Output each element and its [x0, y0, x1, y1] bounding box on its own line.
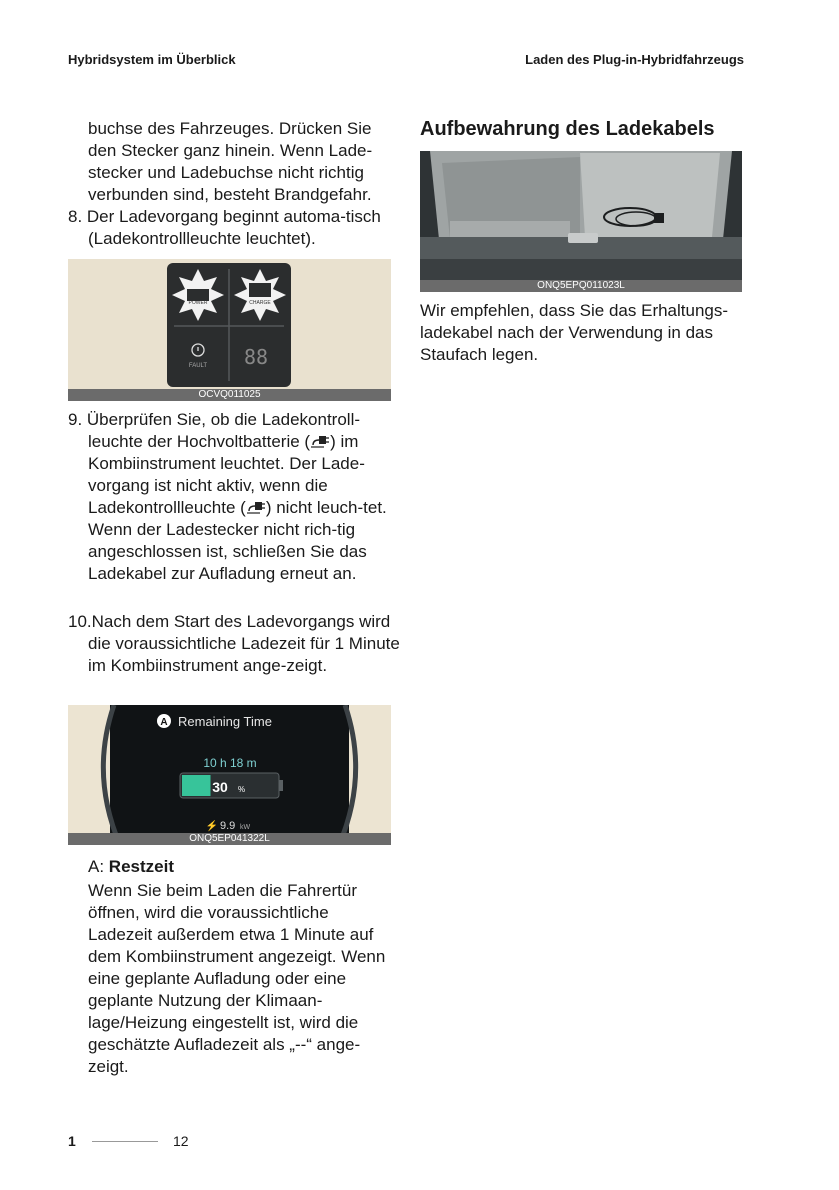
header-right: Laden des Plug-in-Hybridfahrzeugs: [525, 52, 744, 67]
footer-divider: [92, 1141, 158, 1142]
trunk-handle: [568, 233, 598, 243]
battery-fill: [182, 775, 211, 796]
remaining-time-title: Remaining Time: [178, 714, 272, 729]
step-9: 9. Überprüfen Sie, ob die Ladekontroll-leuchte der Hochvoltbatterie ( ) im Kombiinstrument leuchtet. Der Lade-vorgang ist nicht aktiv, wenn die Ladekontrollleuchte ( ) nicht leuch-tet. Wenn der Ladestecker nicht rich-tig angeschlossen ist, schließen Sie das Ladekabel zur Aufladung erneut an.: [68, 410, 387, 583]
battery-percent-unit: %: [238, 785, 246, 794]
charge-indicator-illustration: [68, 259, 391, 401]
section-heading: Aufbewahrung des Ladekabels: [420, 118, 715, 140]
battery-percent: 30: [212, 779, 228, 795]
trunk-illustration: [420, 151, 742, 292]
segment-display: 88: [243, 345, 269, 369]
charging-power-unit: kW: [240, 824, 251, 831]
plug-indicator-icon: [310, 433, 330, 449]
step-10: 10.Nach dem Start des Ladevorgangs wird die voraussichtliche Ladezeit für 1 Minute im Kombiinstrument ange-zeigt.: [68, 612, 400, 675]
remaining-time-value: 10 h 18 m: [203, 756, 257, 770]
storage-paragraph: Wir empfehlen, dass Sie das Erhaltungs-ladekabel nach der Verwendung in das Staufach legen.: [420, 301, 729, 364]
figure-caption: OCVQ011025: [68, 389, 391, 401]
power-label: POWER: [188, 300, 208, 306]
legend-a-description: Wenn Sie beim Laden die Fahrertür öffnen, wird die voraussichtliche Ladezeit außerdem etwa 1 Minute auf dem Kombiinstrument angezeigt. Wenn eine geplante Aufladung oder eine geplante Nutzung der Klimaan-lage/Heizung eingestellt ist, wird die geschätzte Aufladezeit als „--“ ange-zeigt.: [88, 881, 386, 1076]
figure-cable-storage: [420, 151, 742, 292]
figure-caption: ONQ5EP041322L: [68, 833, 391, 845]
charging-power-value: 9.9: [220, 820, 236, 832]
figure-caption: ONQ5EPQ011023L: [420, 280, 742, 292]
figure-remaining-time: [68, 705, 391, 845]
plug-indicator-icon: [246, 499, 266, 515]
chapter-number: 1: [68, 1133, 76, 1149]
paragraph-continued: buchse des Fahrzeuges. Drücken Sie den Stecker ganz hinein. Wenn Lade-stecker und Ladebuchse nicht richtig verbunden sind, besteht Brandgefahr.: [88, 119, 373, 204]
step-8: 8. Der Ladevorgang beginnt automa-tisch (Ladekontrollleuchte leuchtet).: [68, 207, 381, 248]
fault-label: FAULT: [188, 363, 208, 369]
figure-charge-indicator: [68, 259, 391, 401]
page-number: 12: [173, 1133, 189, 1149]
bolt-icon: ⚡: [205, 821, 219, 832]
marker-a-label: A: [160, 717, 168, 728]
legend-a: A: Restzeit: [88, 857, 174, 876]
header-left: Hybridsystem im Überblick: [68, 52, 236, 67]
cluster-display-illustration: [68, 705, 391, 845]
status-label: CHARGE: [249, 300, 271, 306]
